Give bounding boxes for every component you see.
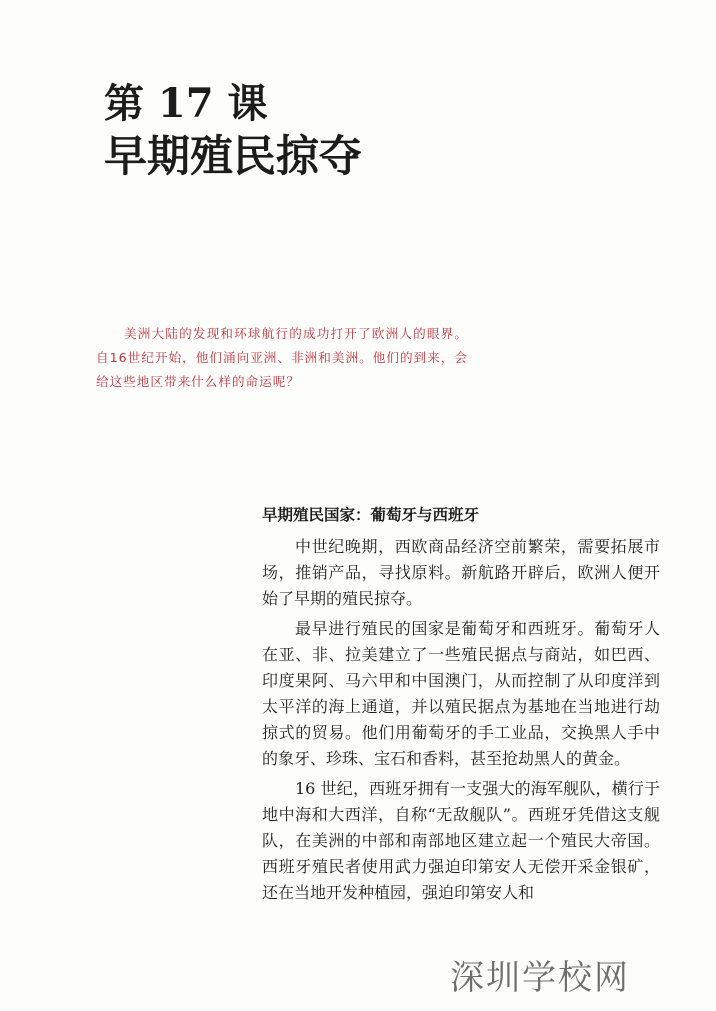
body-paragraph-2: 最早进行殖民的国家是葡萄牙和西班牙。葡萄牙人在亚、非、拉美建立了一些殖民据点与商站，如巴西、印度果阿、马六甲和中国澳门，从而控制了从印度洋到太平洋的海上通道，并以殖民据点为基地在当地进行劫掠式的贸易。他们用葡萄牙的手工业品，交换黑人手中的象牙、珍珠、宝石和香料，甚至抢劫黑人的黄金。 [262, 619, 660, 768]
body-paragraph-3: 16 世纪，西班牙拥有一支强大的海军舰队，横行于地中海和大西洋，自称“无敌舰队”。西班牙凭借这支舰队，在美洲的中部和南部地区建立起一个殖民大帝国。西班牙殖民者使用武力强迫印第安人无偿开采金银矿，还在当地开发种植园，强迫印第安人和 [262, 779, 660, 902]
section-heading: 早期殖民国家：葡萄牙与西班牙 [262, 506, 480, 524]
lesson-title: 早期殖民掠夺 [104, 132, 362, 182]
body-paragraph-1: 中世纪晚期，西欧商品经济空前繁荣，需要拓展市场，推销产品，寻找原料。新航路开辟后，欧洲人便开始了早期的殖民掠夺。 [262, 537, 660, 608]
intro-text: 美洲大陆的发现和环球航行的成功打开了欧洲人的眼界。自16世纪开始，他们涌向亚洲、非洲和美洲。他们的到来，会给这些地区带来什么样的命运呢？ [96, 326, 468, 389]
section-early-colonial-powers [262, 504, 660, 910]
site-watermark: 深圳学校网 [450, 958, 630, 998]
lesson-number: 第 17 课 [104, 80, 268, 127]
